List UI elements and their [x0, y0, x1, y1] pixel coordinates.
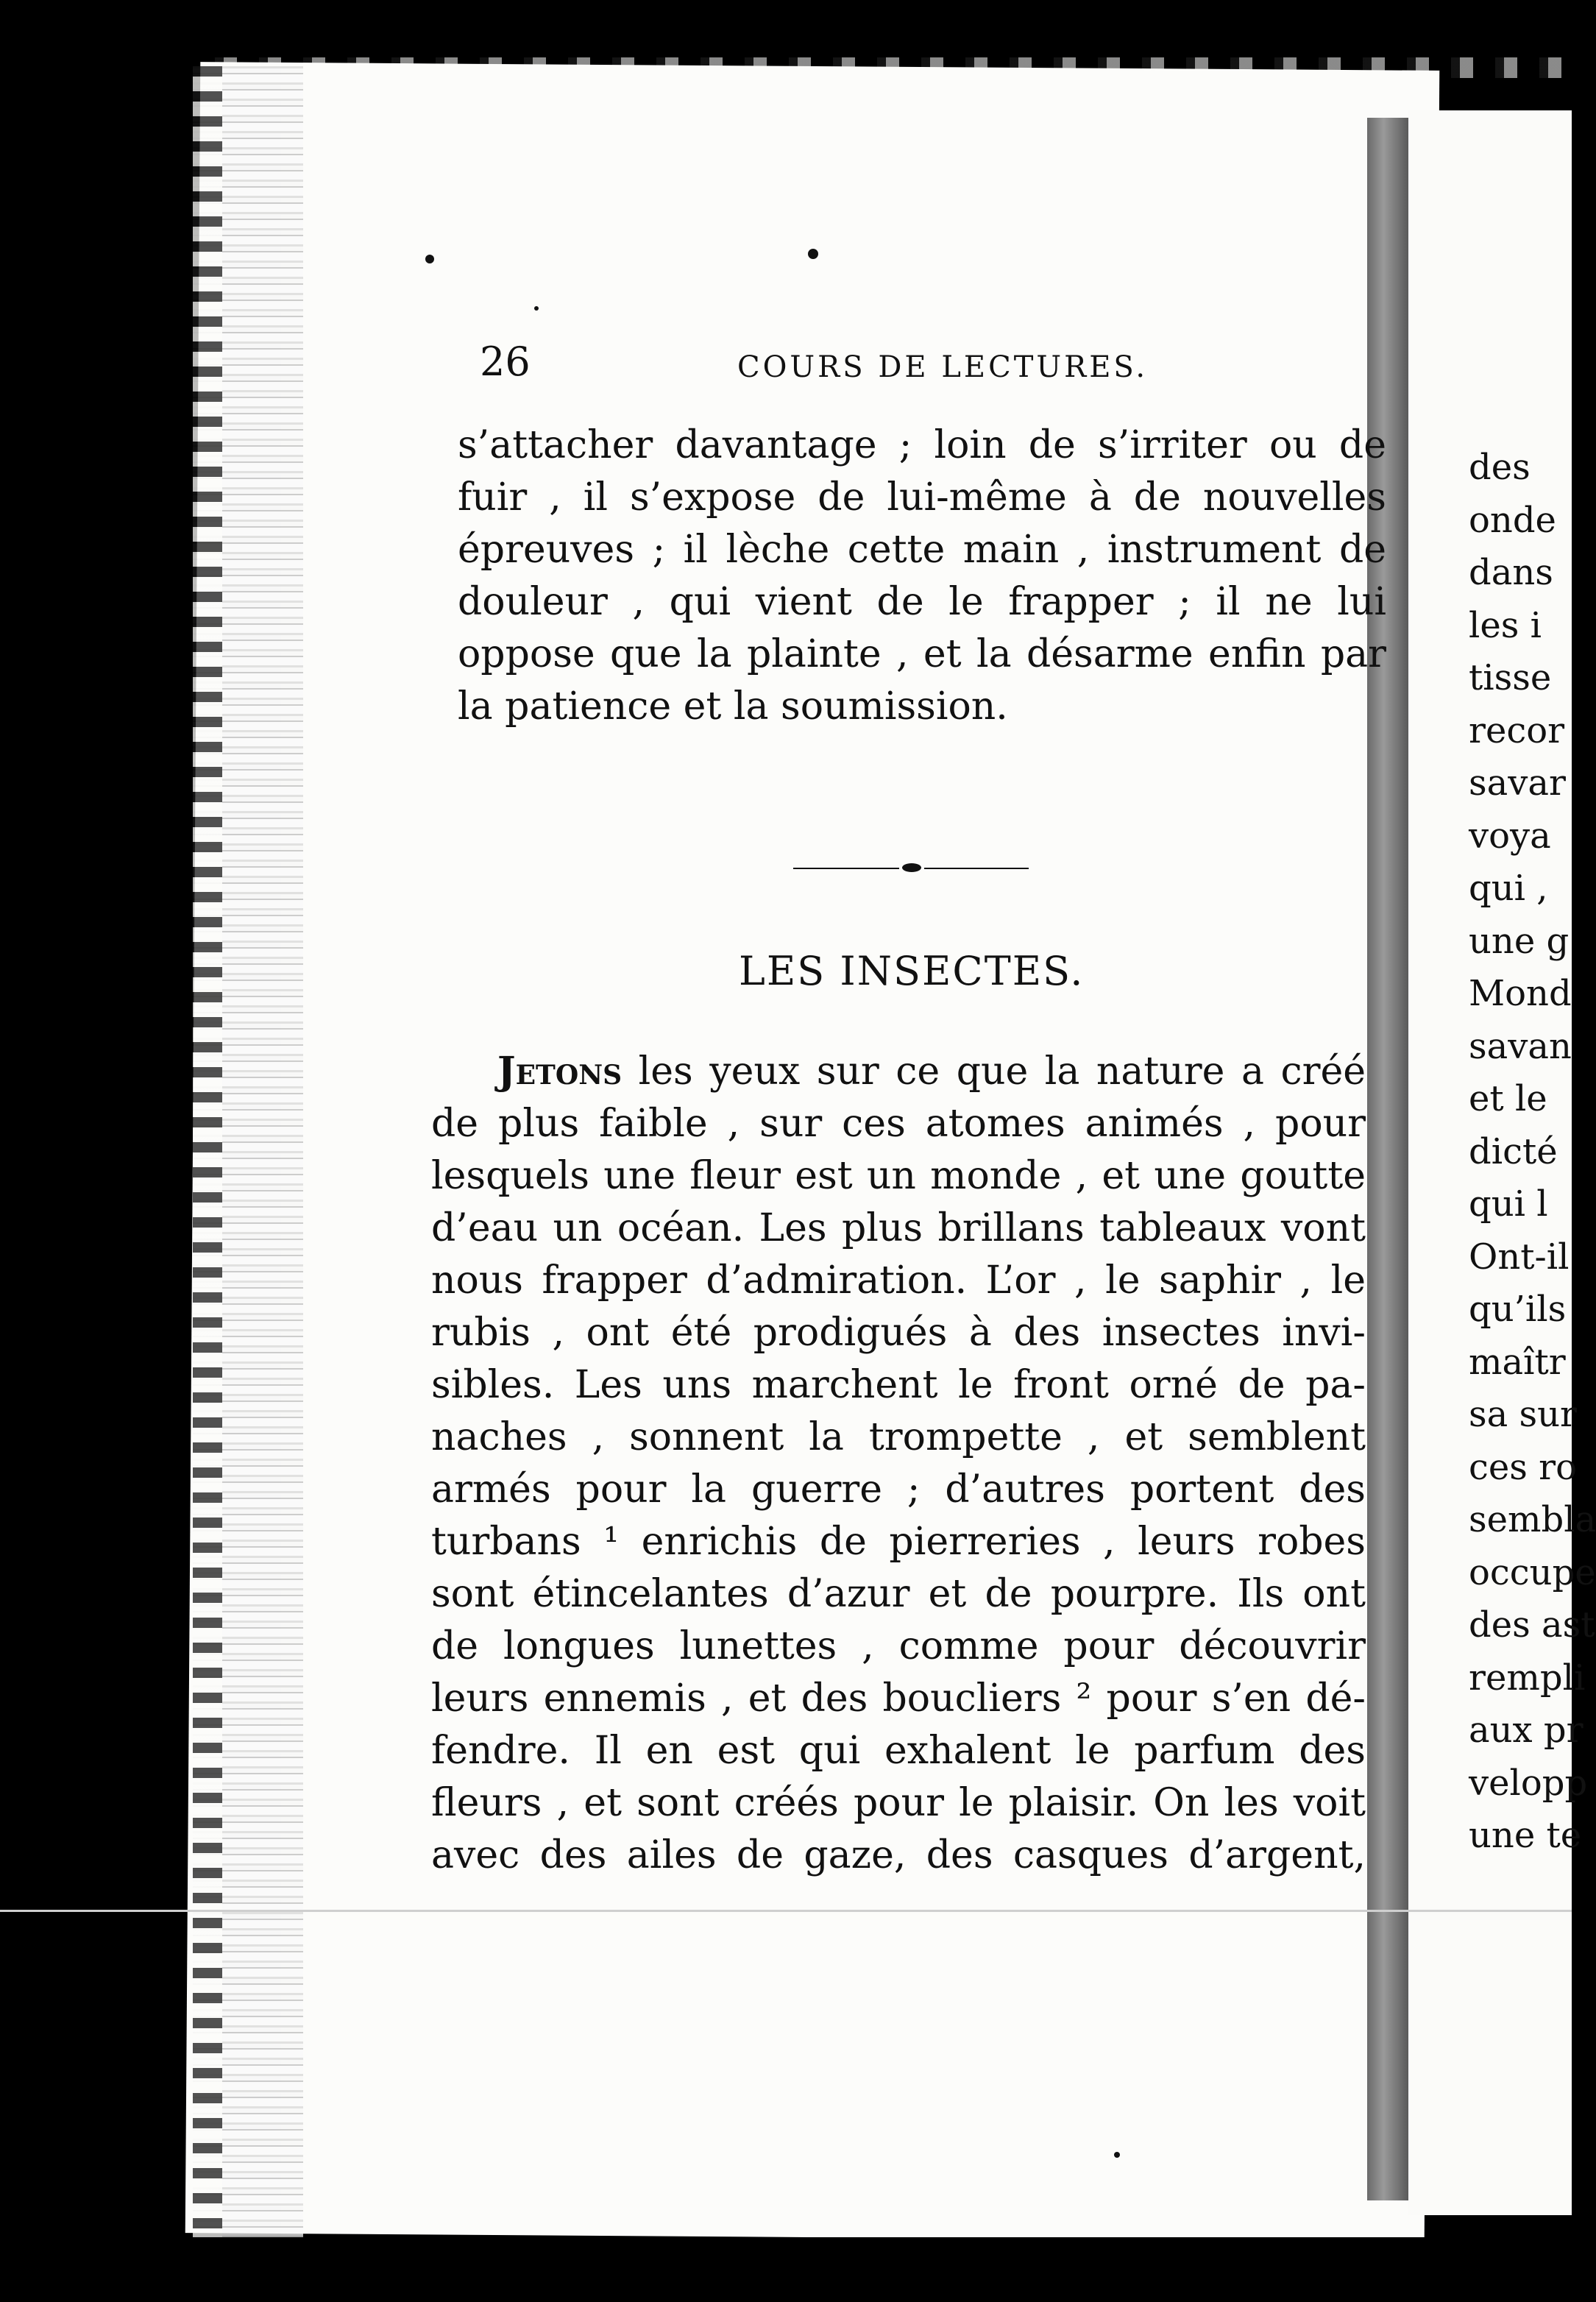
- text-line: recor: [1469, 709, 1565, 751]
- ink-speck: [808, 249, 818, 259]
- text-line: savan: [1469, 1025, 1572, 1067]
- text-line: épreuves ; il lèche cette main , instrument de: [458, 528, 1386, 572]
- text-line: velopp: [1469, 1762, 1588, 1804]
- facing-page-text: [1469, 442, 1596, 1863]
- section-paragraph: [431, 1045, 1366, 1882]
- text-line: la patience et la soumission.: [458, 684, 1008, 729]
- text-line: onde: [1469, 499, 1556, 541]
- text-line: fuir , il s’expose de lui-même à de nouvelles: [458, 475, 1386, 520]
- section-ornament: [793, 863, 1029, 874]
- text-line: qui ,: [1469, 868, 1548, 909]
- text-line: une te: [1469, 1815, 1582, 1856]
- text-line: tisse: [1469, 657, 1552, 698]
- text-line: maîtr: [1469, 1341, 1566, 1383]
- ink-speck: [534, 306, 539, 311]
- text-line: naches , sonnent la trompette , et semblent: [431, 1415, 1366, 1459]
- text-line: sibles. Les uns marchent le front orné de pa-: [431, 1363, 1366, 1407]
- text-line: d’eau un océan. Les plus brillans tableaux vont: [431, 1206, 1366, 1250]
- scan-bottom-edge: [193, 2237, 1572, 2302]
- text-line: voya: [1469, 815, 1551, 857]
- text-line: de plus faible , sur ces atomes animés , pour: [431, 1102, 1366, 1146]
- text-line: fleurs , et sont créés pour le plaisir. On les voit: [431, 1781, 1366, 1825]
- text-line: rempli: [1469, 1657, 1586, 1699]
- text-line: turbans ¹ enrichis de pierreries , leurs robes: [431, 1520, 1366, 1564]
- text-line: douleur , qui vient de le frapper ; il ne lui: [458, 580, 1386, 624]
- text-line: rubis , ont été prodigués à des insectes invi-: [431, 1311, 1366, 1355]
- text-line: Mond: [1469, 973, 1572, 1014]
- text-line: sa sur: [1469, 1394, 1577, 1435]
- ornament-dot: [902, 863, 921, 872]
- ornament-rule: [793, 868, 899, 869]
- text-line: occupe: [1469, 1551, 1596, 1593]
- drop-word: Jetons: [497, 1049, 623, 1094]
- section-title: LES INSECTES.: [739, 948, 1085, 994]
- text-line: sembla: [1469, 1499, 1596, 1540]
- text-line: qui l: [1469, 1183, 1548, 1225]
- text-line: [431, 1045, 1366, 1098]
- page-number: 26: [480, 339, 531, 385]
- text-line: s’attacher davantage ; loin de s’irriter ou de: [458, 423, 1386, 467]
- text-line: dans: [1469, 552, 1553, 593]
- text-line: dicté: [1469, 1130, 1558, 1172]
- text-line: les i: [1469, 604, 1542, 646]
- running-head: [480, 339, 1377, 397]
- text-line: des ast: [1469, 1604, 1595, 1646]
- text-line: de longues lunettes , comme pour découvrir: [431, 1624, 1366, 1668]
- continued-paragraph: [458, 419, 1386, 733]
- text-line: oppose que la plainte , et la désarme enfin par: [458, 632, 1386, 676]
- text-line: qu’ils: [1469, 1289, 1567, 1330]
- running-title: COURS DE LECTURES.: [737, 350, 1149, 384]
- text-line: avec des ailes de gaze, des casques d’argent,: [431, 1833, 1366, 1877]
- scan-artifact-line: [0, 1910, 1572, 1912]
- text-line: une g: [1469, 920, 1570, 962]
- text-line: armés pour la guerre ; d’autres portent des: [431, 1467, 1366, 1512]
- text-line: lesquels une fleur est un monde , et une goutte: [431, 1154, 1366, 1198]
- text-line: des: [1469, 447, 1531, 488]
- ink-speck: [425, 255, 434, 263]
- ink-speck: [1114, 2152, 1120, 2158]
- first-line-rest: les yeux sur ce que la nature a créé: [622, 1049, 1366, 1094]
- text-line: ces ro: [1469, 1446, 1578, 1488]
- text-line: nous frapper d’admiration. L’or , le saphir , le: [431, 1258, 1366, 1303]
- text-line: aux pr: [1469, 1710, 1583, 1751]
- text-line: sont étincelantes d’azur et de pourpre. Ils ont: [431, 1572, 1366, 1616]
- text-line: Ont-il: [1469, 1236, 1570, 1278]
- text-line: fendre. Il en est qui exhalent le parfum des: [431, 1729, 1366, 1773]
- ornament-rule: [924, 868, 1029, 869]
- text-line: leurs ennemis , et des boucliers ² pour s’en dé-: [431, 1676, 1366, 1721]
- text-line: savar: [1469, 762, 1566, 804]
- text-line: et le: [1469, 1078, 1547, 1119]
